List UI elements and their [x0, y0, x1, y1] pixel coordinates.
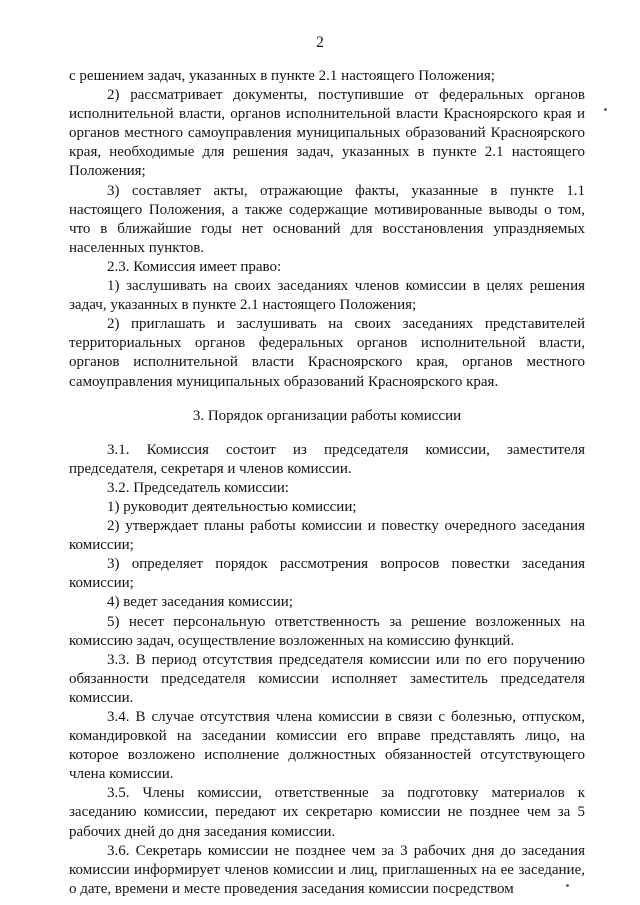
- paragraph-3-2-item-4: 4) ведет заседания комиссии;: [107, 594, 293, 611]
- paragraph-3-6: 3.6. Секретарь комиссии не позднее чем за 3 рабочих дня до заседания комиссии информирует членов комиссии и лиц, приглашенных на ее заседание, о дате, времени и месте проведения заседания комиссии посредством: [69, 842, 585, 897]
- section-3-heading: 3. Порядок организации работы комиссии: [192, 407, 462, 424]
- paragraph-3-2: 3.2. Председатель комиссии:: [107, 479, 289, 496]
- paragraph-continuation: с решением задач, указанных в пункте 2.1 настоящего Положения;: [69, 68, 495, 84]
- document-body: [69, 67, 585, 899]
- paragraph-2-3-item-1: 1) заслушивать на своих заседаниях членов комиссии в целях решения задач, указанных в пункте 2.1 настоящего Положения;: [69, 278, 585, 314]
- paragraph-3-4: 3.4. В случае отсутствия члена комиссии в связи с болезнью, отпуском, командировкой на заседании комиссии его вправе представлять лицо, на которое возложено исполнение должностных обязанностей отсутствующего члена комиссии.: [69, 709, 585, 783]
- scan-speck: [566, 884, 569, 887]
- paragraph-3-3: 3.3. В период отсутствия председателя комиссии или по его поручению обязанности председателя комиссии исполняет заместитель председателя комиссии.: [69, 651, 585, 706]
- paragraph-2-2-item-2: 2) рассматривает документы, поступившие от федеральных органов исполнительной власти, органов исполнительной власти Красноярского края и органов местного самоуправления муниципальных образований Красноярского края, необходимые для решения задач, указанных в пункте 2.1 настоящего Положения;: [69, 87, 585, 180]
- page-number: 2: [316, 34, 324, 51]
- paragraph-3-2-item-3: 3) определяет порядок рассмотрения вопросов повестки заседания комиссии;: [69, 556, 585, 592]
- paragraph-3-2-item-2: 2) утверждает планы работы комиссии и повестку очередного заседания комиссии;: [69, 518, 585, 554]
- paragraph-3-5: 3.5. Члены комиссии, ответственные за подготовку материалов к заседанию комиссии, передают их секретарю комиссии не позднее чем за 5 рабочих дней до дня заседания комиссии.: [69, 785, 585, 840]
- paragraph-3-2-item-1: 1) руководит деятельностью комиссии;: [107, 498, 357, 515]
- paragraph-3-2-item-5: 5) несет персональную ответственность за решение возложенных на комиссию задач, осуществление возложенных на комиссию функций.: [69, 613, 585, 649]
- paragraph-2-2-item-3: 3) составляет акты, отражающие факты, указанные в пункте 1.1 настоящего Положения, а также содержащие мотивированные выводы о том, что в ближайшие годы нет оснований для восстановления упраздняемых населенных пунктов.: [69, 182, 585, 256]
- paragraph-3-1: 3.1. Комиссия состоит из председателя комиссии, заместителя председателя, секретаря и членов комиссии.: [69, 441, 585, 477]
- paragraph-2-3: 2.3. Комиссия имеет право:: [107, 258, 282, 275]
- scan-speck: [604, 108, 607, 111]
- paragraph-2-3-item-2: 2) приглашать и заслушивать на своих заседаниях представителей территориальных органов федеральных органов исполнительной власти, органов исполнительной власти Красноярского края, органов местного самоуправления муниципальных образований Красноярского края.: [69, 316, 585, 390]
